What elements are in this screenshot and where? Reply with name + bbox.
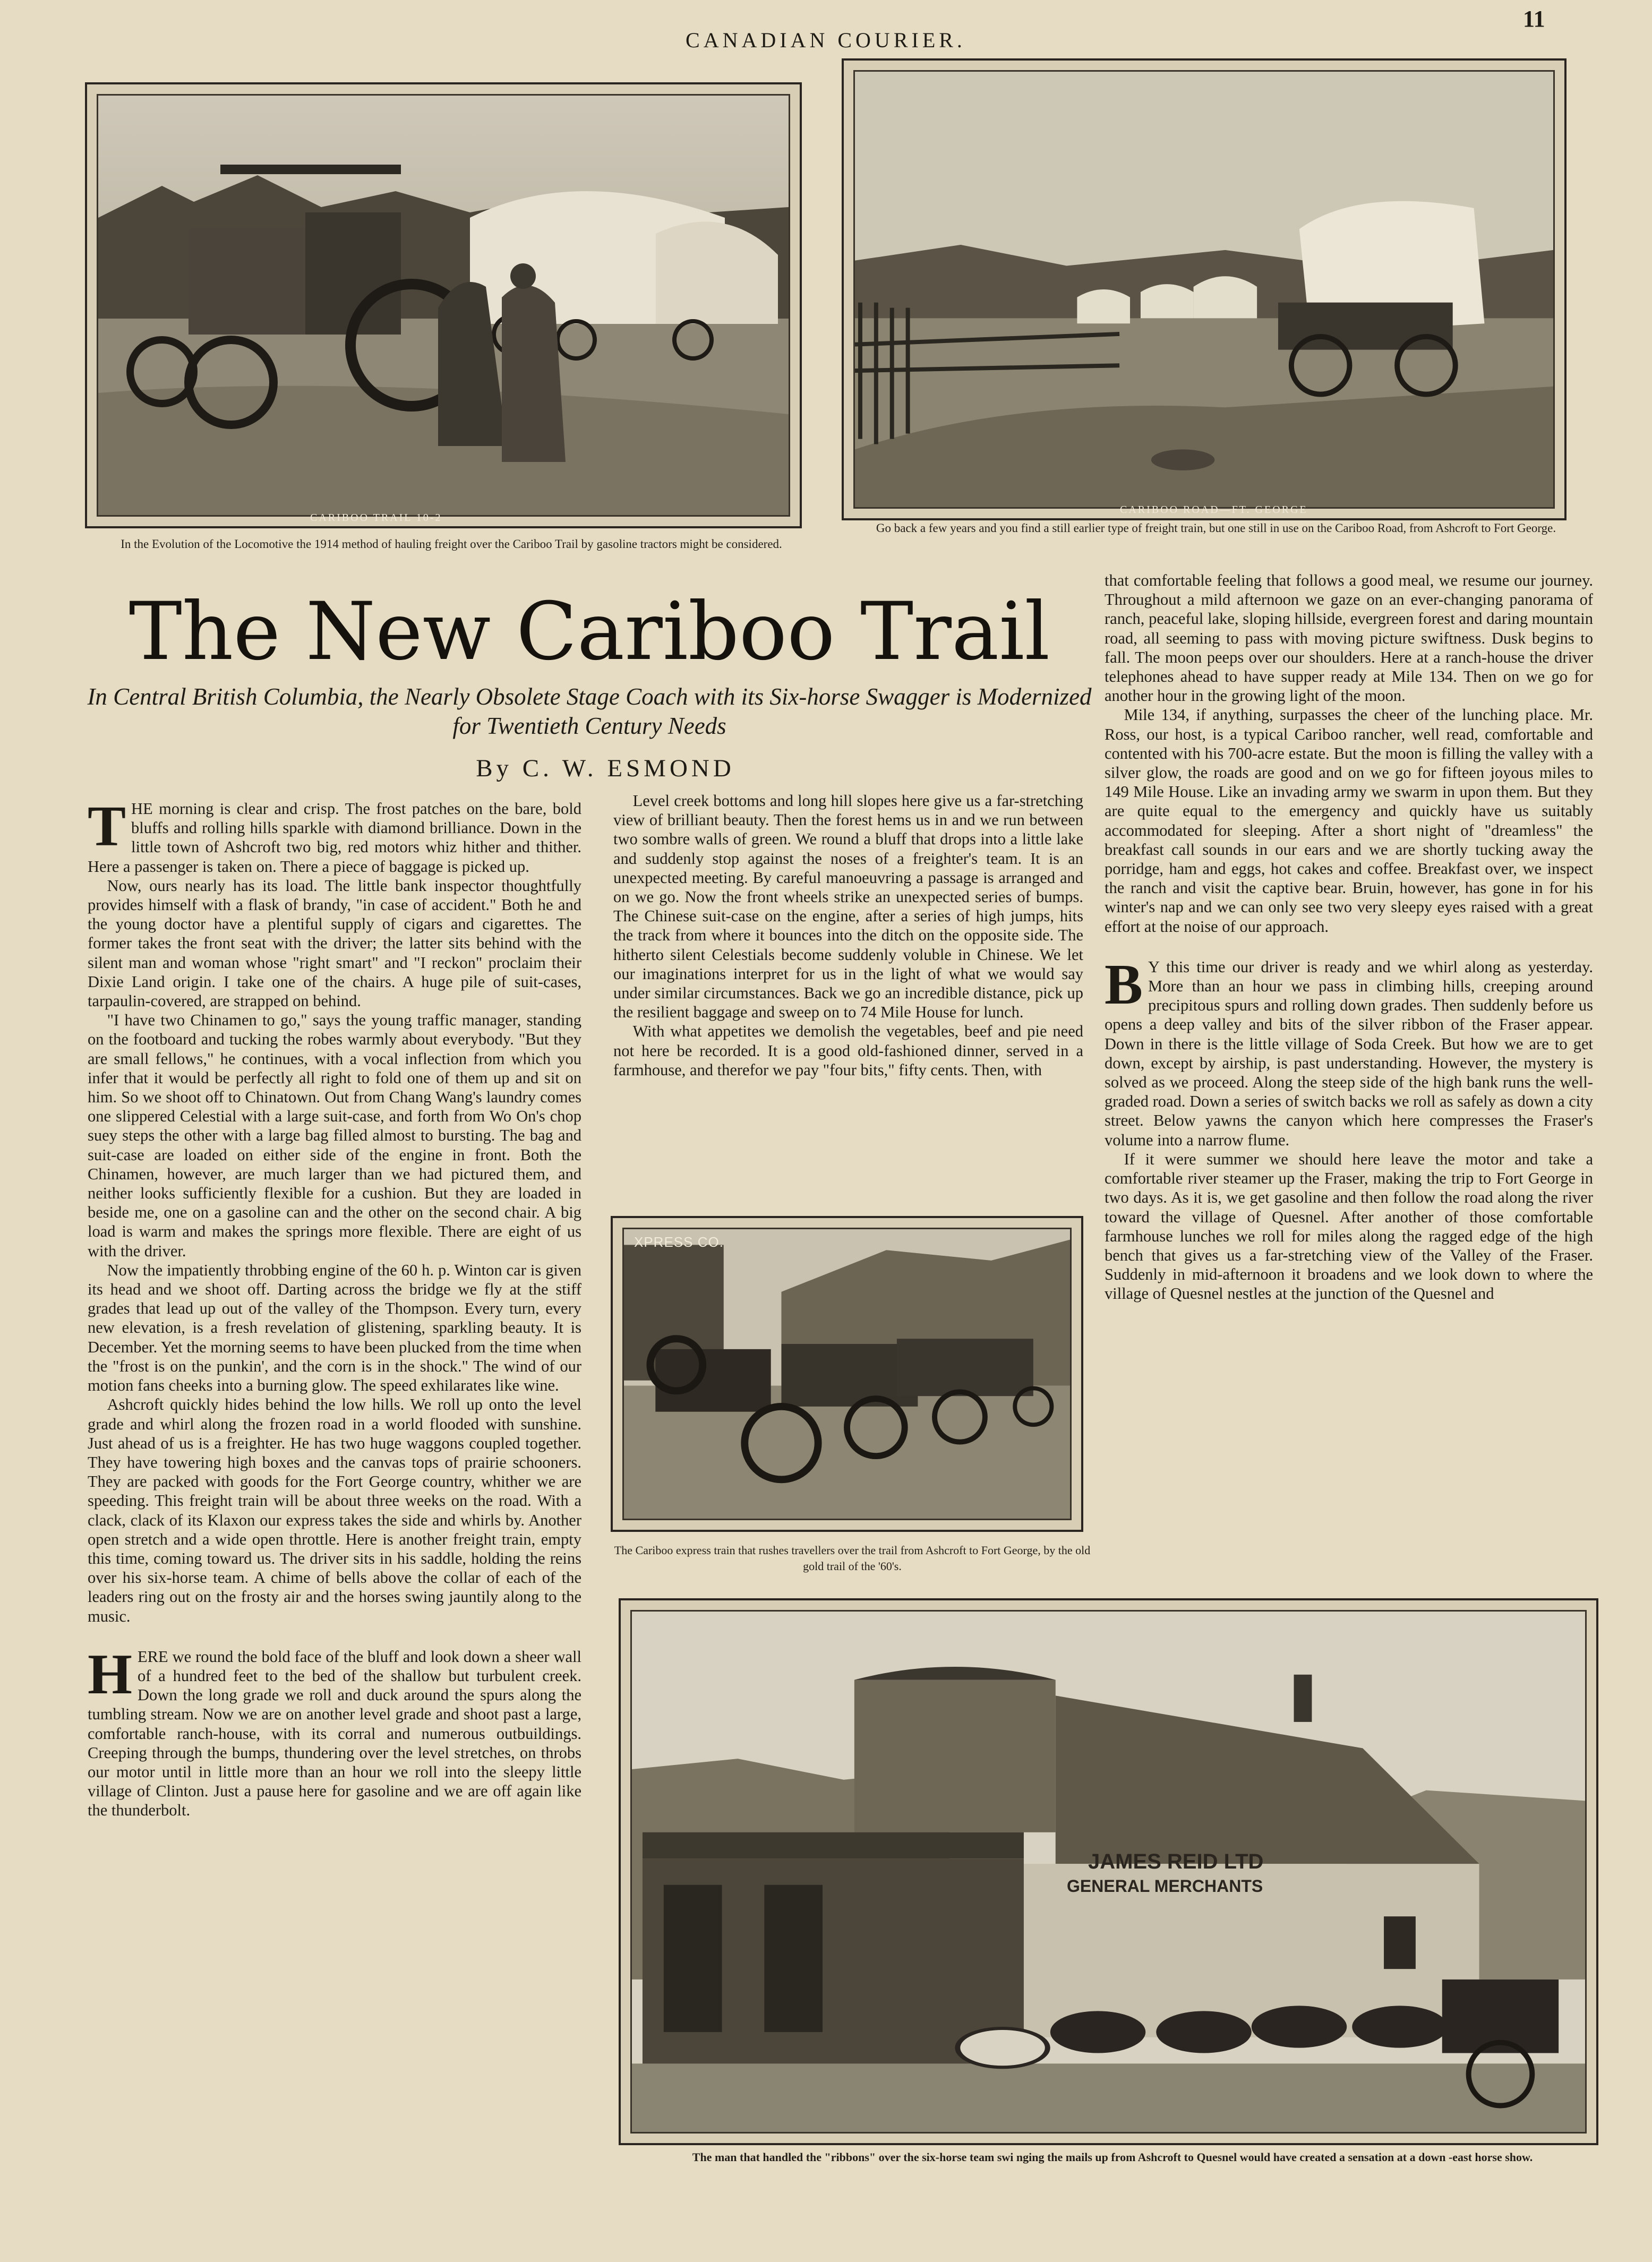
- drop-cap: B: [1105, 953, 1143, 1016]
- col3-paragraph-1: that comfortable feeling that follows a good meal, we resume our journey. Throughout a mild afternoon we gaze on an ever-changing panorama of ranch, peaceful lake, sloping hillside, evergreen forest and daring mountain road, all seeming to pass with moving picture swiftness. Dusk begins to fall. The moon peeps over our shoulders. Here at a ranch-house the driver telephones ahead to have supper ready at Mile 134. Then on we go for another hour in the growing light of the moon.: [1105, 571, 1593, 705]
- article-title: The New Cariboo Trail: [129, 586, 1050, 678]
- photo-store: [619, 1598, 1598, 2145]
- express-illustration: [624, 1229, 1070, 1519]
- wagons-plate-text: CARIBOO ROAD—FT. GEORGE: [1120, 504, 1308, 516]
- store-sign-line-2: GENERAL MERCHANTS: [1067, 1877, 1263, 1896]
- col3-paragraph-4: If it were summer we should here leave the motor and take a comfortable river steamer up the Fraser, making the trip to Fort George in two days. As it is, we get gasoline and then follow the road along the river toward the village of Quesnel. After another of those comfortable farmhouse lunches we roll for miles along the ragged edge of the high bench that gives us a far-stretching view of the Valley of the Fraser. Suddenly in mid-afternoon it broadens and we look down to where the village of Quesnel nestles at the junction of the Quesnel and: [1105, 1150, 1593, 1303]
- express-caption: The Cariboo express train that rushes travellers over the trail from Ashcroft to Fort George, by the old gold trail of the '60's.: [614, 1544, 1091, 1573]
- photo-wagons: [842, 58, 1567, 520]
- wagons-illustration: [855, 72, 1553, 507]
- article-byline: By C. W. ESMOND: [476, 755, 735, 782]
- wagons-image: [853, 70, 1555, 509]
- wagons-caption: Go back a few years and you find a still earlier type of freight train, but one still in use on the Cariboo Road, from Ashcroft to Fort George.: [876, 521, 1556, 535]
- col1-paragraph-2: Now, ours nearly has its load. The little bank inspector thoughtfully provides himself with a flask of brandy, "in case of accident." Both he and the young doctor have a plentiful supply of cigars and cigarettes. The former takes the front seat with the driver; the latter sits behind with the silent man and woman whose "right smart" and "I reckon" proclaim their Dixie Land origin. I take one of the chairs. A huge pile of suit-cases, tarpaulin-covered, are strapped on behind.: [88, 876, 581, 1010]
- store-caption: The man that handled the "ribbons" over the six-horse team swi nging the mails up from Ashcroft to Quesnel would have created a sensation at a down -east horse show.: [692, 2150, 1533, 2164]
- article-deck: In Central British Columbia, the Nearly Obsolete Stage Coach with its Six-horse Swagger is Modernized for Twentieth Century Needs: [87, 683, 1092, 739]
- photo-tractor: [85, 82, 802, 528]
- col1-paragraph-3: "I have two Chinamen to go," says the young traffic manager, standing on the footboard and tucking the robes warmly about everybody. "But they are small fellows," he continues, with a vocal inflection from which you infer that it would be perfectly all right to fold one of them up and sit on him. So we shoot off to Chinatown. Out from Chang Wang's laundry comes one slippered Celestial with a large suit-case, and forth from Wo On's chop suey steps the other with a large bag filled almost to bursting. The bag and suit-case are loaded on either side of the engine in front. Both the Chinamen, however, are much larger than we had pictured them, and neither looks sufficiently flexible for a cushion. But they are loaded in beside me, one on a gasoline can and the other on the second chair. A big load is warm and makes the springs more flexible. There are eight of us with the driver.: [88, 1011, 581, 1260]
- col1-paragraph-4: Now the impatiently throbbing engine of the 60 h. p. Winton car is given its head and we shoot off. Darting across the bridge we fly at the stiff grades that lead up out of the valley of the Thompson. Every turn, every new elevation, is a fresh revelation of glistening, sparkling beauty. It is December. Yet the morning seems to have been plucked from the time when the "frost is on the punkin', and the corn is in the shock." The wind of our motion fans cheeks into a burning glow. The speed exhilarates like wine.: [88, 1261, 581, 1395]
- col1-paragraph-5: Ashcroft quickly hides behind the low hills. We roll up onto the level grade and whirl along the frozen road in a world flooded with sunshine. Just ahead of us is a freighter. He has two huge waggons coupled together. They have towering high boxes and the canvas tops of prairie schooners. They are packed with goods for the Fort George country, whither we are speeding. This freight train will be about three weeks on the road. With a clack, clack of its Klaxon our express takes the side and whirls by. Another open stretch and a wide open throttle. Here is another freight train, empty this time, coming toward us. The driver sits in his saddle, holding the reins over his six-horse team. A chime of bells above the collar of each of the leaders ring out on the frosty air and the horses swing jauntily along to the music.: [88, 1395, 581, 1625]
- tractor-plate-text: CARIBOO TRAIL 10-2: [310, 512, 442, 524]
- col1-paragraph-6: HERE we round the bold face of the bluff and look down a sheer wall of a hundred feet to the bed of the shallow but turbulent creek. Down the long grade we roll and duck around the spurs along the tumbling stream. Now we are on another level grade and shoot past a large, comfortable ranch-house, with its corral and numerous outbuildings. Creeping through the bumps, thundering over the level stretches, on throbs our motor until in little more than an hour we roll into the sleepy little village of Clinton. Just a pause here for gasoline and we are off again like the thunderbolt.: [88, 1642, 581, 1820]
- drop-cap: T: [88, 795, 126, 858]
- column-1: [88, 795, 581, 2204]
- col3-paragraph-2: Mile 134, if anything, surpasses the cheer of the lunching place. Mr. Ross, our host, is a typical Cariboo rancher, well read, comfortable and contented with his 700-acre estate. But the moon is filling the valley with a silver glow, the roads are good and on we go for fifteen joyous miles to 149 Mile House. Like an invading army we swarm in upon them. But they are quite equal to the emergency and quickly have us suitably accommodated for sleeping. After a short night of "dreamless" the breakfast call sounds in our ears and we are shortly tucking away the porridge, ham and eggs, hot cakes and coffee. Breakfast over, we inspect the ranch and visit the captive bear. Bruin, however, has gone in for his winter's nap and we can only see two very sleepy eyes raised with a great effort at the noise of our approach.: [1105, 706, 1593, 936]
- express-sign: XPRESS CO.: [634, 1234, 724, 1250]
- col2-paragraph-2: With what appetites we demolish the vegetables, beef and pie need not here be recorded. It is a good old-fashioned dinner, served in a farmhouse, and therefor we pay "four bits," fifty cents. Then, with: [613, 1022, 1083, 1079]
- photo-express: [611, 1216, 1083, 1532]
- col3-paragraph-3: B Y this time our driver is ready and we whirl along as yesterday. More than an hour we pass in climbing hills, creeping around precipitous spurs and rolling down grades. Then suddenly before us opens a deep valley and bits of the silver ribbon of the Fraser appear. Down in there is the little village of Soda Creek. But how we are to get down, except by airship, is past understanding. However, the mystery is solved as we proceed. Along the steep side of the high bank runs the well-graded road. Down a series of switch backs we roll as safely as down a city street. Below yawns the canyon which here compresses the Fraser's volume into a narrow flume.: [1105, 953, 1593, 1149]
- tractor-image: [97, 94, 790, 517]
- col2-paragraph-1: Level creek bottoms and long hill slopes here give us a far-stretching view of brilliant beauty. Then the forest hems us in and we run between two sombre walls of green. We round a bluff that drops into a little lake and suddenly stop against the noses of a freighter's team. It is an unexpected meeting. By careful manoeuvring a passage is arranged and on we go. Now the front wheels strike an unexpected series of bumps. The Chinese suit-case on the engine, after a series of high jumps, hits the track from where it bounces into the ditch on the opposite side. The hitherto silent Celestials become suddenly voluble in Chinese. We let our imaginations interpret for us in the light of what we would say under similar circumstances. Back we go an incredible distance, pick up the resilient baggage and sweep on to 74 Mile House for lunch.: [613, 792, 1083, 1022]
- col1-paragraph-1: THE morning is clear and crisp. The frost patches on the bare, bold bluffs and rolling hills sparkle with diamond brilliance. Down in the little town of Ashcroft two big, red motors whiz hither and thither. Here a passenger is taken on. There a piece of baggage is picked up.: [88, 795, 581, 876]
- column-2: [613, 791, 1083, 1184]
- page-number: 11: [1523, 6, 1545, 32]
- drop-cap: H: [88, 1642, 133, 1706]
- store-sign-line-1: JAMES REID LTD: [1088, 1850, 1264, 1873]
- tractor-caption: In the Evolution of the Locomotive the 1914 method of hauling freight over the Cariboo Trail by gasoline tractors might be considered.: [121, 537, 782, 551]
- column-3: [1105, 571, 1593, 1580]
- express-image: [622, 1228, 1072, 1520]
- running-head: CANADIAN COURIER.: [686, 28, 966, 52]
- tractor-illustration: [98, 96, 789, 515]
